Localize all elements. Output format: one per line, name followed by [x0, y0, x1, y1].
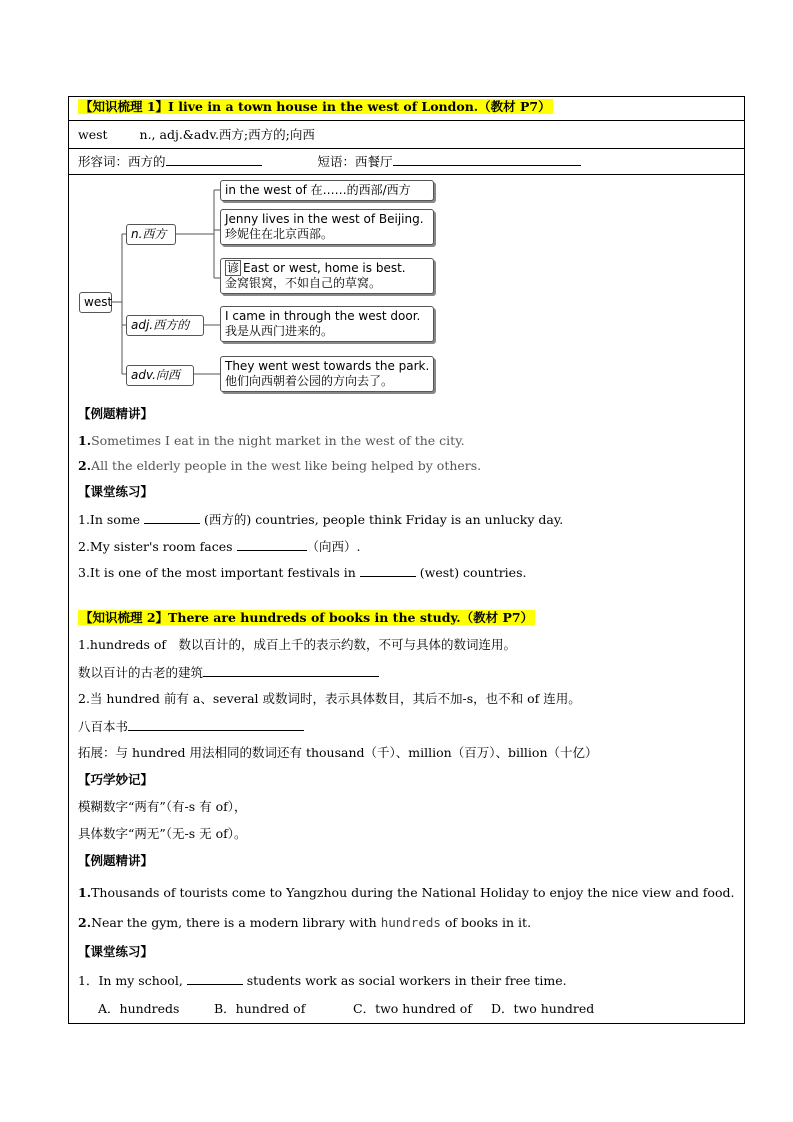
example-number: 2.	[78, 915, 92, 930]
example-2	[78, 458, 481, 474]
example-1	[78, 885, 734, 901]
memo-line: 模糊数字“两有”（有-s 有 of），	[78, 799, 247, 814]
example-text: Sometimes I eat in the night market in the west of the city.	[91, 433, 465, 448]
section2-header-row	[78, 610, 535, 626]
rule-1: 1.hundreds of 数以百计的，成百上千的表示约数，不可与具体的数词连用。	[78, 637, 516, 652]
example-number: 2.	[78, 458, 92, 473]
section1-header: 【知识梳理 1】I live in a town house in the west of London.（教材 P7）	[80, 99, 551, 114]
question-text: 1．In my school,	[78, 973, 187, 988]
leaf-line: I came in through the west door.	[225, 309, 421, 323]
example-text: Near the gym, there is a modern library with	[91, 915, 381, 930]
option-a[interactable]: A．hundreds	[98, 1001, 180, 1016]
practice-text: 3.It is one of the most important festivals in	[78, 565, 360, 580]
phrase-label: 短语：西餐厅	[317, 154, 393, 169]
example-2	[78, 915, 531, 931]
section-title: 【例题精讲】	[78, 853, 154, 868]
option-d[interactable]: D．two hundred	[491, 1001, 595, 1016]
mindmap-leaf-adj-example	[220, 306, 434, 342]
translate-prompt: 数以百计的古老的建筑	[78, 665, 204, 680]
practice-text: (西方的) countries, people think Friday is an unlucky day.	[200, 512, 564, 527]
leaf-line: Jenny lives in the west of Beijing.	[225, 212, 424, 226]
example-text: of books in it.	[440, 915, 532, 930]
def-text: n., adj.&adv.西方;西方的;向西	[139, 127, 315, 142]
adj-label: 形容词：西方的	[78, 154, 166, 169]
highlight-word: hundreds	[380, 915, 441, 930]
rule-2: 2.当 hundred 前有 a、several 或数词时，表示具体数目，其后不加-s，也不和 of 连用。	[78, 691, 581, 706]
example-text: All the elderly people in the west like being helped by others.	[91, 458, 482, 473]
practice-3	[78, 564, 526, 581]
translate-1	[78, 664, 379, 681]
leaf-line: 金窝银窝，不如自己的草窝。	[225, 276, 382, 290]
practice-1	[78, 511, 563, 528]
practice-2	[78, 538, 361, 555]
answer-blank[interactable]	[360, 564, 416, 577]
memo-line: 具体数字“两无”（无-s 无 of）。	[78, 826, 247, 841]
practice-text: （向西）.	[306, 539, 361, 554]
proverb-tag: 谚	[227, 261, 240, 275]
def-word: west	[78, 127, 108, 142]
answer-blank[interactable]	[237, 538, 307, 551]
option-c[interactable]: C．two hundred of	[353, 1001, 472, 1016]
section-title: 【巧学妙记】	[78, 772, 154, 787]
mindmap-leaf-proverb	[220, 258, 434, 294]
option-b[interactable]: B．hundred of	[214, 1001, 306, 1016]
mindmap-branch-noun: n.西方	[126, 224, 176, 245]
example-number: 1.	[78, 885, 92, 900]
answer-blank[interactable]	[128, 718, 304, 731]
example-1	[78, 433, 465, 449]
leaf-line: 珍妮住在北京西部。	[225, 227, 334, 241]
mindmap-leaf-example	[220, 209, 434, 245]
example-number: 1.	[78, 433, 92, 448]
example-text: Thousands of tourists come to Yangzhou during the National Holiday to enjoy the nice view and food.	[91, 885, 735, 900]
leaf-line: 他们向西朝着公园的方向去了。	[225, 374, 394, 388]
leaf-line: East or west, home is best.	[243, 261, 406, 275]
section-title: 【课堂练习】	[78, 484, 154, 499]
leaf-line: They went west towards the park.	[225, 359, 430, 373]
answer-blank[interactable]	[144, 511, 200, 524]
section-title: 【课堂练习】	[78, 944, 154, 959]
question-text: students work as social workers in their free time.	[242, 973, 567, 988]
practice-text: (west) countries.	[415, 565, 527, 580]
translate-2	[78, 718, 304, 735]
leaf-line: 我是从西门进来的。	[225, 324, 334, 338]
section2-header: 【知识梳理 2】There are hundreds of books in the study.（教材 P7）	[80, 610, 534, 625]
mindmap-branch-adj: adj.西方的	[126, 315, 204, 336]
answer-blank[interactable]	[187, 972, 243, 985]
practice-text: 1.In some	[78, 512, 145, 527]
answer-blank[interactable]	[203, 664, 379, 677]
practice-text: 2.My sister's room faces	[78, 539, 237, 554]
section-title: 【例题精讲】	[78, 406, 154, 421]
mindmap-branch-adv: adv.向西	[126, 365, 194, 386]
translate-prompt: 八百本书	[78, 719, 129, 734]
mindmap-leaf-phrase: in the west of 在……的西部/西方	[220, 180, 434, 201]
question-1	[78, 972, 567, 989]
extension: 拓展：与 hundred 用法相同的数词还有 thousand（千）、million（百万）、billion（十亿）	[78, 745, 598, 760]
mindmap-leaf-adv-example	[220, 356, 434, 392]
mindmap-root: west	[79, 292, 112, 313]
